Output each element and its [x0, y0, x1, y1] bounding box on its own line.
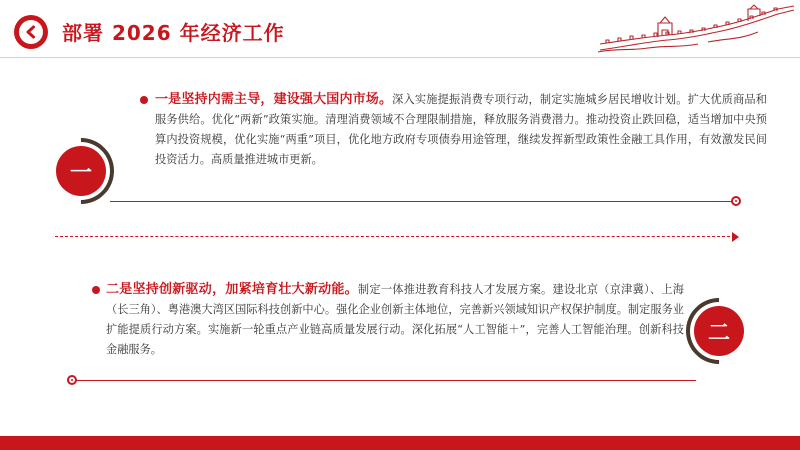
- section-2-body: 制定一体推进教育科技人才发展方案。建设北京（京津冀）、上海（长三角）、粤港澳大湾区国际科技创新中心。强化企业创新主体地位，完善新兴领域知识产权保护制度。制定服务业扩能提质行动方案。实施新一轮重点产业链高质量发展行动。深化拓展“人工智能＋”，完善人工智能治理。创新科技金融服务。: [106, 283, 684, 356]
- great-wall-icon: [598, 4, 796, 54]
- section-1-line: [110, 201, 732, 202]
- section-2-lead: 二是坚持创新驱动，加紧培育壮大新动能。: [106, 282, 358, 297]
- chevron-left-icon: [24, 25, 38, 39]
- section-1-line-end: [731, 196, 741, 206]
- section-1-lead: 一是坚持内需主导，建设强大国内市场。: [155, 92, 393, 107]
- back-button[interactable]: [14, 15, 48, 49]
- page-title: 部署 2026 年经济工作: [62, 21, 285, 45]
- section-divider: [55, 236, 735, 237]
- section-2-line-end: [67, 375, 77, 385]
- section-1-text: [155, 90, 767, 170]
- section-1-numeral-badge: [48, 138, 114, 204]
- section-2-text: [106, 280, 684, 360]
- section-2-bullet: [92, 286, 100, 294]
- arrow-right-icon: [732, 232, 739, 242]
- footer-bar: [0, 436, 800, 450]
- header-divider: [0, 57, 800, 58]
- section-1-bullet: [140, 96, 148, 104]
- section-2-numeral-badge: [686, 298, 752, 364]
- section-2-line: [74, 380, 696, 381]
- section-2-numeral: 二: [694, 306, 744, 356]
- section-1-body: 深入实施提振消费专项行动，制定实施城乡居民增收计划。扩大优质商品和服务供给。优化“两新”政策实施。清理消费领域不合理限制措施，释放服务消费潜力。推动投资止跌回稳，适当增加中央预算内投资规模，优化实施“两重”项目，优化地方政府专项债券用途管理，继续发挥新型政策性金融工具作用，有效激发民间投资活力。高质量推进城市更新。: [155, 93, 767, 166]
- back-button-inner: [19, 20, 43, 44]
- section-1-numeral: 一: [56, 146, 106, 196]
